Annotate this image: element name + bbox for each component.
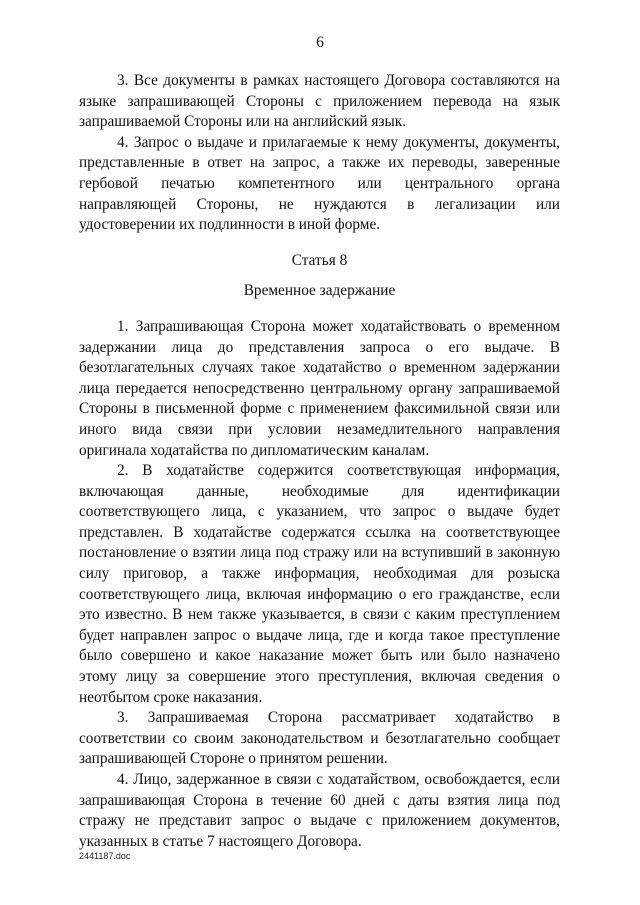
paragraph-4-legalization: 4. Запрос о выдаче и прилагаемые к нему документы, документы, представленные в ответ на запрос, а также их переводы, заверенные гербовой печатью компетентного или центрального органа направляющей Стороны, не нуждаются в легализации или удостоверении их подлинности в иной форме. xyxy=(79,133,560,234)
article-number: Статья 8 xyxy=(291,251,348,269)
article-paragraph-3: 3. Запрашиваемая Сторона рассматривает ходатайство в соответствии со своим законодательством и безотлагательно сообщает запрашивающей Стороне о принятом решении. xyxy=(79,709,560,768)
page-number: 6 xyxy=(316,34,324,51)
article-paragraph-4: 4. Лицо, задержанное в связи с ходатайством, освобождается, если запрашивающая Сторона в течение 60 дней с даты взятия лица под стражу не представит запрос о выдаче с приложением документов, указанных в статье 7 настоящего Договора. xyxy=(79,771,560,850)
article-paragraph-1: 1. Запрашивающая Сторона может ходатайствовать о временном задержании лица до представления запроса о его выдаче. В безотлагательных случаях такое ходатайство о временном задержании лица передается непосредственно центральному органу запрашиваемой Стороны в письменной форме с применением факсимильной связи или иного вида связи при условии незамедлительного направления оригинала ходатайства по дипломатическим каналам. xyxy=(79,317,560,459)
document-body xyxy=(79,71,560,852)
footer-filename: 2441187.doc xyxy=(79,851,131,861)
paragraph-3-languages: 3. Все документы в рамках настоящего Договора составляются на языке запрашивающей Стороны с приложением перевода на язык запрашиваемой Стороны или на английский язык. xyxy=(79,72,560,131)
article-paragraph-2: 2. В ходатайстве содержится соответствующая информация, включающая данные, необходимые для идентификации соответствующего лица, с указанием, что запрос о выдаче будет представлен. В ходатайстве содержатся ссылка на соответствующее постановление о взятии лица под стражу или на вступивший в законную силу приговор, а также информация, необходимая для розыска соответствующего лица, включая информацию о его гражданстве, если это известно. В нем также указывается, в связи с каким преступлением будет направлен запрос о выдаче лица, где и когда такое преступление было совершено и какое наказание может быть или было назначено этому лицу за совершение этого преступления, включая сведения о неотбытом сроке наказания. xyxy=(79,462,560,706)
article-title: Временное задержание xyxy=(243,282,396,300)
